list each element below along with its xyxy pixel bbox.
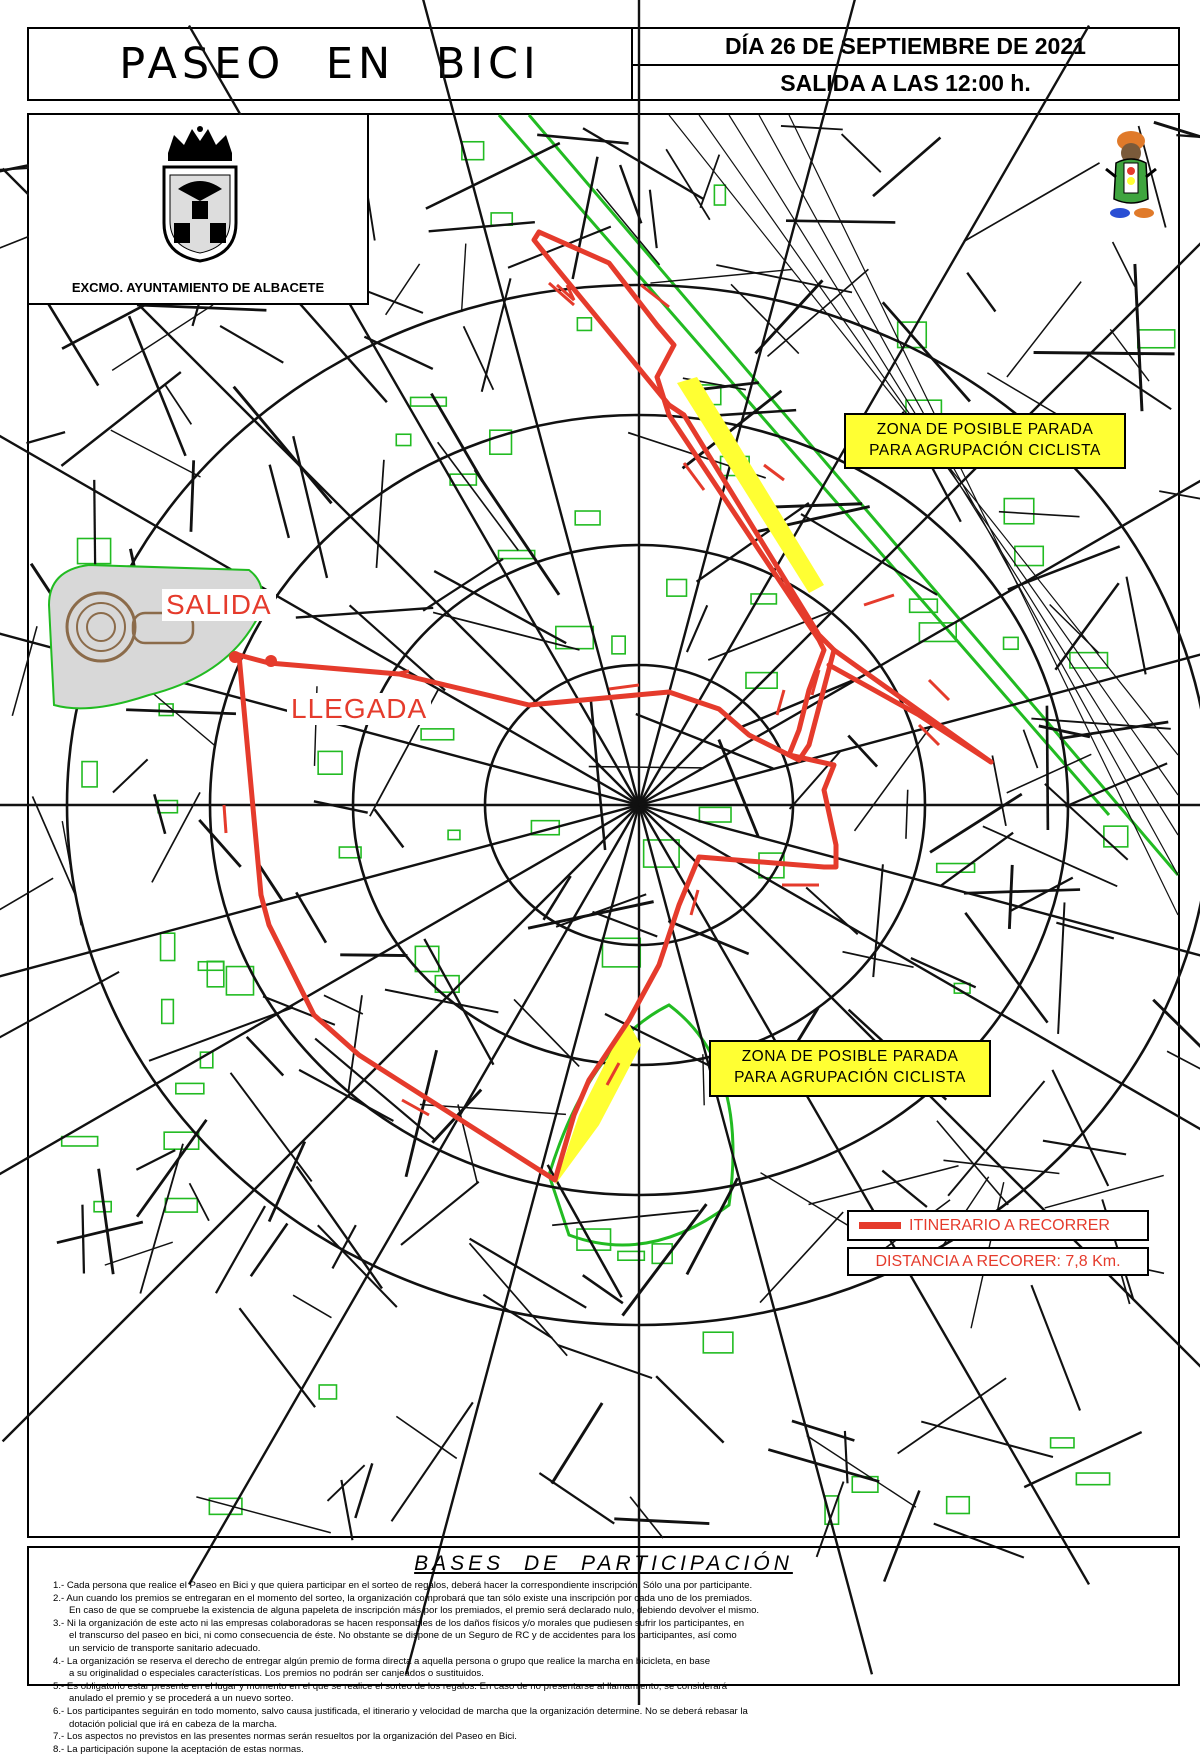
street-segment xyxy=(848,736,877,767)
event-info-box xyxy=(633,27,1180,101)
street-segment xyxy=(251,1223,288,1276)
finish-label: LLEGADA xyxy=(287,693,431,725)
street-segment xyxy=(61,372,180,466)
street-segment xyxy=(406,1050,437,1177)
street-segment xyxy=(639,805,1089,1584)
event-start-time: SALIDA A LAS 12:00 h. xyxy=(780,70,1031,96)
street-segment xyxy=(1055,583,1118,670)
park-patch xyxy=(319,1385,336,1399)
street-segment xyxy=(376,460,383,568)
stop-zone-label-line2: PARA AGRUPACIÓN CICLISTA xyxy=(869,442,1101,459)
street-segment xyxy=(768,269,869,356)
street-segment xyxy=(392,1402,473,1521)
stop-zone-south xyxy=(555,1020,641,1185)
street-segment xyxy=(514,999,579,1066)
street-segment xyxy=(140,1144,183,1294)
street-segment xyxy=(406,805,639,1674)
street-segment xyxy=(299,1070,393,1121)
street-segment xyxy=(297,1166,382,1288)
street-segment xyxy=(293,436,327,578)
street-segment xyxy=(930,794,1022,852)
street-segment xyxy=(614,1519,709,1524)
rule-item: 6.- Los participantes seguirán en todo momento, salvo causa justificada, el itinerario y velocidad de marcha que la organización determine. No se deberá rebasar la dotación policial que irá en cabeza de la marcha. xyxy=(53,1705,748,1730)
street-segment xyxy=(364,337,432,369)
stop-zone-label-south xyxy=(709,1040,991,1097)
street-segment xyxy=(940,833,1013,886)
street-segment xyxy=(190,1183,209,1220)
street-segment xyxy=(630,1497,663,1538)
street-segment xyxy=(591,698,606,850)
street-segment xyxy=(137,1120,206,1217)
city-crest-icon xyxy=(154,123,246,263)
street-segment xyxy=(883,302,970,401)
street-segment xyxy=(768,1450,879,1482)
rule-item: 5.- Es obligatorio estar presente en el lugar y momento en el que se realice el sorteo de los regalos. En caso de no presentarse al llamamiento, se considerará anulado el premio y se procederá a un nuevo sorteo. xyxy=(53,1680,728,1705)
street-segment xyxy=(426,143,560,209)
street-segment xyxy=(508,227,611,268)
street-segment xyxy=(1047,706,1048,830)
street-segment xyxy=(765,504,862,508)
street-segment xyxy=(26,432,65,443)
park-patch xyxy=(318,751,342,774)
street-map[interactable] xyxy=(29,115,1178,1536)
street-segment xyxy=(700,155,719,208)
street-segment xyxy=(1043,1141,1126,1155)
street-segment xyxy=(1087,353,1171,409)
street-segment xyxy=(906,790,908,839)
street-segment xyxy=(469,1243,567,1355)
street-segment xyxy=(464,326,494,389)
street-segment xyxy=(350,605,445,690)
street-segment xyxy=(943,1160,1059,1173)
street-segment xyxy=(1135,264,1142,411)
street-segment xyxy=(855,724,933,831)
park-patch xyxy=(947,1497,970,1514)
street-segment xyxy=(269,1142,305,1222)
street-segment xyxy=(1023,730,1037,768)
rule-item: 8.- La participación supone la aceptación de estas normas. xyxy=(53,1743,304,1755)
street-segment xyxy=(57,1222,143,1243)
street-segment xyxy=(1126,577,1145,675)
street-segment xyxy=(293,1295,331,1317)
street-segment xyxy=(999,512,1080,517)
street-segment xyxy=(967,273,995,312)
street-segment xyxy=(296,608,433,618)
street-segment xyxy=(1008,546,1120,589)
stop-zone-label-line1: ZONA DE POSIBLE PARADA xyxy=(876,421,1094,438)
start-marker xyxy=(229,651,241,663)
street-segment xyxy=(729,115,1178,835)
street-segment xyxy=(0,878,53,950)
street-segment xyxy=(328,1465,365,1501)
street-segment xyxy=(137,305,266,310)
crest-box xyxy=(29,115,369,305)
park-patch xyxy=(162,1000,174,1024)
street-segment xyxy=(149,1007,293,1061)
street-segment xyxy=(231,1073,312,1182)
street-segment xyxy=(401,1182,479,1245)
street-segment xyxy=(1153,1000,1200,1048)
street-segment xyxy=(296,892,326,942)
route-map[interactable] xyxy=(27,113,1180,1538)
park-patch xyxy=(82,762,97,787)
park-patch xyxy=(1076,1473,1109,1485)
street-segment xyxy=(191,460,194,531)
street-segment xyxy=(340,955,407,956)
park-patch xyxy=(714,185,725,205)
legend-route-label: ITINERARIO A RECORRER xyxy=(909,1216,1110,1234)
street-segment xyxy=(639,805,872,1674)
finish-marker xyxy=(265,655,277,667)
street-segment xyxy=(462,244,466,313)
rule-item: 3.- Ni la organización de este acto ni las empresas colaboradoras se hacen responsables de los daños físicos y/o morales que pudiesen sufrir los participantes, en el transcurso del paseo en bici, ni como consecuencia de éste. No obstante se dispone de un Seguro de RC y de accidentes para los participantes, así como un servicio de transporte sanitario adecuado. xyxy=(53,1617,745,1654)
park-patch xyxy=(699,807,731,822)
park-patch xyxy=(612,636,625,654)
legend-route xyxy=(847,1210,1149,1241)
street-segment xyxy=(1065,763,1167,806)
street-segment xyxy=(873,138,940,197)
rule-item: 7.- Los aspectos no previstos en las presentes normas serán resueltos por la organización del Paseo en Bici. xyxy=(53,1731,517,1743)
street-segment xyxy=(583,128,703,199)
start-label: SALIDA xyxy=(162,589,276,621)
crest-label: EXCMO. AYUNTAMIENTO DE ALBACETE xyxy=(71,280,325,295)
stop-zone-label-line2: PARA AGRUPACIÓN CICLISTA xyxy=(734,1069,966,1086)
park-patch xyxy=(703,1332,733,1353)
street-segment xyxy=(341,1480,352,1540)
park-patch xyxy=(161,933,175,960)
street-segment xyxy=(898,1378,1006,1453)
street-segment xyxy=(983,826,1117,886)
street-segment xyxy=(650,190,657,248)
street-segment xyxy=(424,939,493,1065)
street-segment xyxy=(239,1308,315,1407)
street-segment xyxy=(1045,784,1128,860)
street-segment xyxy=(482,278,511,391)
park-patch xyxy=(746,673,777,689)
event-date: DÍA 26 DE SEPTIEMBRE DE 2021 xyxy=(633,29,1178,66)
stop-zone-label-north xyxy=(844,413,1126,469)
street-segment xyxy=(99,1169,114,1274)
street-segment xyxy=(781,126,843,130)
street-segment xyxy=(921,1422,1053,1457)
street-segment xyxy=(964,890,1080,894)
rule-item: 4.- La organización se reserva el derecho de entregar algún premio de forma directa a aquella persona o grupo que realice la marcha en bicicleta, en base a su originalidad o especiales características. Los premios no podrán ser canjeados o sustituidos. xyxy=(53,1655,711,1680)
park-patch xyxy=(448,830,460,839)
street-segment xyxy=(82,1205,83,1274)
street-segment xyxy=(589,767,703,768)
street-segment xyxy=(1159,491,1200,515)
street-segment xyxy=(1009,865,1012,929)
park-patch xyxy=(1138,330,1175,348)
park-patch xyxy=(1004,499,1033,524)
legend-distance: DISTANCIA A RECORER: 7,8 Km. xyxy=(847,1247,1149,1276)
park-patch xyxy=(176,1083,204,1093)
stop-zone-label-line1: ZONA DE POSIBLE PARADA xyxy=(741,1048,959,1065)
street-segment xyxy=(129,316,185,456)
street-segment xyxy=(375,809,404,847)
street-segment xyxy=(1058,902,1064,1033)
street-segment xyxy=(1052,1070,1108,1186)
street-segment xyxy=(1031,1285,1080,1410)
street-segment xyxy=(113,759,148,792)
park-patch xyxy=(618,1251,644,1260)
street-segment xyxy=(666,149,710,219)
street-segment xyxy=(475,470,559,595)
street-segment xyxy=(314,801,368,812)
park-patch xyxy=(207,961,224,986)
park-patch xyxy=(667,579,687,596)
street-segment xyxy=(3,805,639,1441)
street-segment xyxy=(552,1403,602,1484)
park-patch xyxy=(575,511,600,525)
street-segment xyxy=(592,912,657,937)
legend-route-line xyxy=(859,1222,901,1229)
street-segment xyxy=(806,887,858,934)
street-segment xyxy=(324,995,363,1014)
park-patch xyxy=(1070,653,1108,668)
street-segment xyxy=(247,1037,284,1076)
cyclist-mascot-icon xyxy=(1096,129,1166,221)
street-segment xyxy=(126,710,236,714)
street-segment xyxy=(220,326,283,363)
park-patch xyxy=(158,801,177,813)
park-patch xyxy=(1004,637,1019,649)
street-segment xyxy=(136,1150,175,1170)
rules-list xyxy=(53,1580,1153,1756)
street-segment xyxy=(1024,1432,1141,1487)
street-segment xyxy=(911,958,976,987)
park-patch xyxy=(577,318,591,331)
parks xyxy=(62,115,1178,1524)
street-segment xyxy=(199,820,240,867)
street-segment xyxy=(438,442,519,550)
park-patch xyxy=(165,1199,197,1213)
street-segment xyxy=(234,387,332,504)
rules-section xyxy=(27,1546,1180,1755)
street-segment xyxy=(366,291,423,313)
park-patch xyxy=(198,962,223,971)
street-segment xyxy=(1167,1051,1200,1107)
street-segment xyxy=(458,1104,477,1183)
street-segment xyxy=(843,952,914,967)
page-title: PASEO EN BICI xyxy=(27,27,633,101)
park-patch xyxy=(1051,1438,1074,1448)
rule-item: 2.- Aun cuando los premios se entregaran en el momento del sorteo, la organización comprobará que tan sólo existe una inscripción por cada uno de los premiados. En caso de que se compruebe la existencia de alguna papeleta de inscripción más por los premiados, el premio será declarado nulo, debiendo devolver el mismo. xyxy=(53,1592,760,1617)
street-segment xyxy=(842,134,881,172)
street-segment xyxy=(105,1242,173,1265)
park-patch xyxy=(62,1137,98,1146)
park-patch xyxy=(396,434,410,445)
street-segment xyxy=(1034,353,1175,354)
park-patch xyxy=(1104,826,1128,847)
street-segment xyxy=(111,430,201,477)
street-segment xyxy=(556,894,646,927)
street-segment xyxy=(760,1212,843,1303)
street-segment xyxy=(433,612,579,649)
street-segment xyxy=(948,1081,1044,1196)
street-segment xyxy=(1007,282,1081,377)
street-segment xyxy=(539,1473,614,1524)
rule-item: 1.- Cada persona que realice el Paseo en Bici y que quiera participar en el sorteo de regalos, deberá hacer la correspondiente inscripción. Sólo una por participante. xyxy=(53,1580,753,1591)
street-segment xyxy=(149,690,215,746)
street-segment xyxy=(270,465,289,538)
street-segment xyxy=(1113,242,1135,287)
street-segment xyxy=(964,163,1100,242)
street-segment xyxy=(992,755,1006,825)
street-segment xyxy=(386,264,420,315)
park-patch xyxy=(411,397,447,406)
street-segment xyxy=(429,222,535,231)
street-segment xyxy=(0,805,639,1038)
rules-title: BASES DE PARTICIPACIÓN xyxy=(414,1552,793,1575)
park-patch xyxy=(421,729,454,740)
street-segment xyxy=(573,157,598,279)
street-segment xyxy=(656,1376,723,1442)
